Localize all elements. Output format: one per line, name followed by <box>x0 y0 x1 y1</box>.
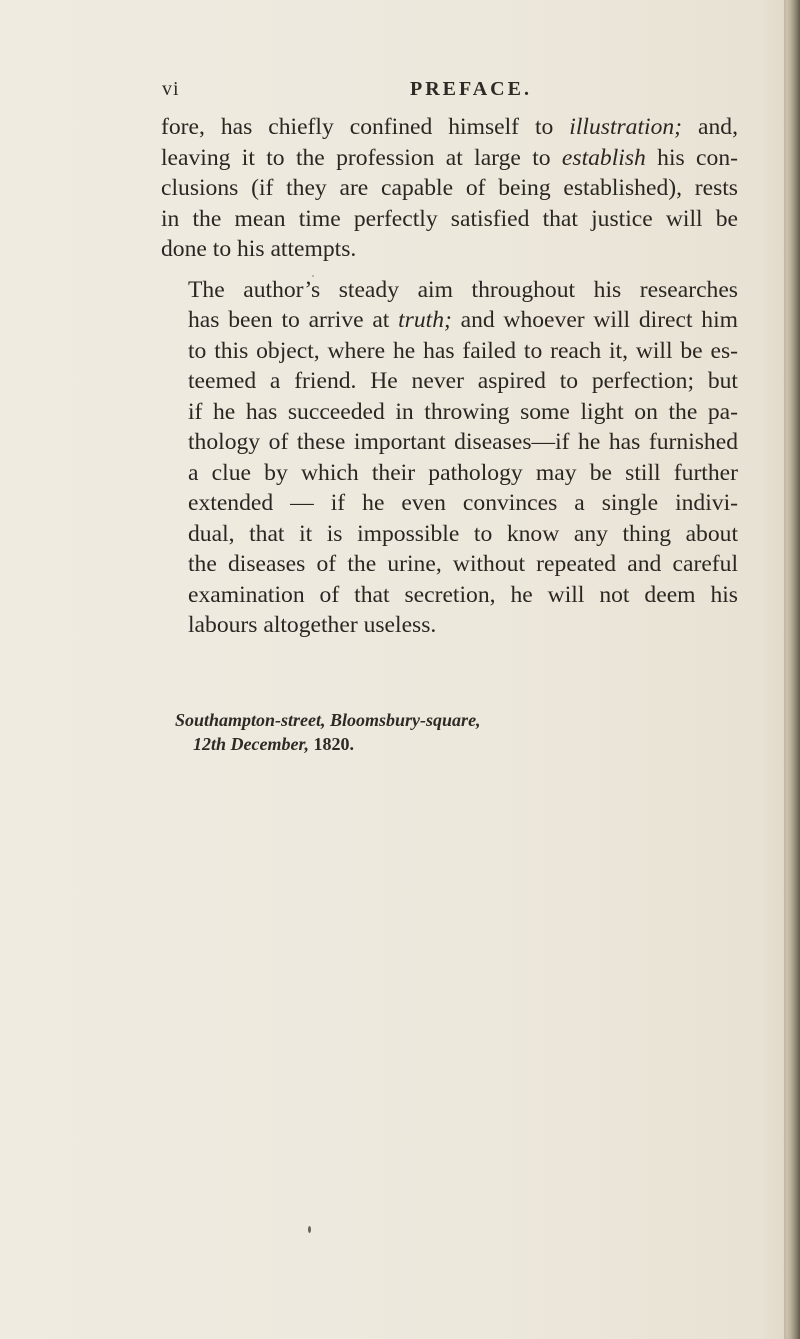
text-line: a clue by which their pathology may be still further <box>188 459 738 486</box>
text-line: examination of that secretion, he will not deem his <box>188 581 738 608</box>
text-line: clusions (if they are capable of being established), rests <box>161 175 738 201</box>
text-line: dual, that it is impossible to know any thing about <box>188 520 738 547</box>
text-line: thology of these important diseases—if he has furnished <box>188 429 738 455</box>
text-line: has been to arrive at truth; and whoever will direct him <box>188 307 738 333</box>
text-line: leaving it to the profession at large to establish his con- <box>161 144 738 171</box>
paragraph-2 <box>161 275 738 641</box>
paper-speck <box>312 275 314 277</box>
running-head-title: PREFACE. <box>410 78 532 100</box>
paragraph-1 <box>161 112 738 265</box>
text-line: the diseases of the urine, without repeated and careful <box>188 551 738 577</box>
text-line: The author’s steady aim throughout his researches <box>188 276 738 303</box>
emphasis-truth: truth; <box>398 307 452 333</box>
emphasis-establish: establish <box>561 144 646 171</box>
text-line: labours altogether useless. <box>188 612 437 638</box>
body-text <box>161 112 738 641</box>
text-line: if he has succeeded in throwing some light on the pa- <box>188 398 738 425</box>
signoff-address: Southampton-street, Bloomsbury-square, <box>175 710 481 730</box>
running-head <box>162 78 722 108</box>
emphasis-illustration: illustration; <box>569 114 683 140</box>
text-line: in the mean time perfectly satisfied that justice will be <box>161 205 738 232</box>
text-line: fore, has chiefly confined himself to illustration; and, <box>161 114 738 140</box>
page-number: vi <box>162 78 180 100</box>
page-gutter-edge <box>786 0 800 1339</box>
signoff <box>175 708 481 756</box>
signoff-date: 12th December, 1820. <box>193 734 354 754</box>
text-line: teemed a friend. He never aspired to perfection; but <box>188 368 738 394</box>
paper-speck <box>308 1226 311 1233</box>
text-line: extended — if he even convinces a single indivi- <box>188 490 738 516</box>
text-line: done to his attempts. <box>161 236 357 262</box>
text-line: to this object, where he has failed to reach it, will be es- <box>188 337 738 364</box>
